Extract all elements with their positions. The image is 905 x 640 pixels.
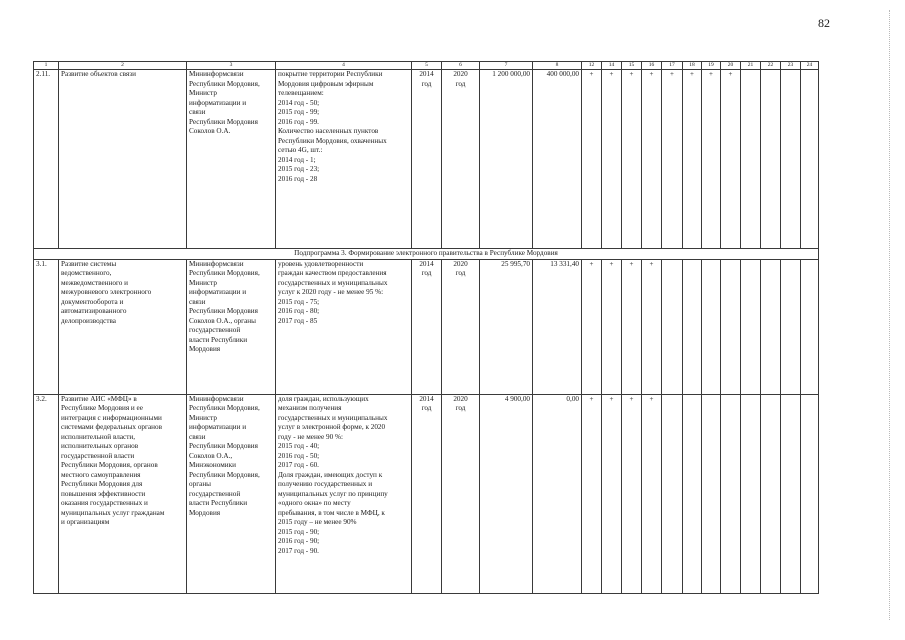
page-number: 82 (818, 16, 830, 30)
header-cell: 24 (801, 62, 819, 70)
start-year: 2014 год (412, 259, 442, 394)
header-cell: 18 (683, 62, 702, 70)
mark-cell (801, 259, 819, 394)
header-cell: 12 (582, 62, 602, 70)
mark-cell: + (702, 70, 721, 249)
mark-cell: + (642, 394, 662, 593)
activity-name: Развитие объектов связи (59, 70, 187, 249)
mark-cell (702, 259, 721, 394)
end-year: 2020 год (442, 70, 480, 249)
subprogram-row (34, 249, 819, 260)
funding-total: 1 200 000,00 (480, 70, 533, 249)
mark-cell (721, 394, 741, 593)
mark-cell: + (662, 70, 683, 249)
program-activities-table (33, 61, 819, 594)
mark-cell (702, 394, 721, 593)
header-cell: 21 (741, 62, 761, 70)
mark-cell: + (582, 259, 602, 394)
mark-cell: + (582, 70, 602, 249)
funding-regional: 400 000,00 (533, 70, 582, 249)
header-cell: 15 (622, 62, 642, 70)
mark-cell (781, 394, 801, 593)
header-cell: 8 (533, 62, 582, 70)
header-cell: 14 (602, 62, 622, 70)
end-year: 2020 год (442, 394, 480, 593)
funding-regional: 13 331,40 (533, 259, 582, 394)
mark-cell (662, 259, 683, 394)
executor: Мининформсвязи Республики Мордовия, Министр информатизации и связи Республики Мордовия Соколов О.А., органы государственной власти Республики Мордовия (187, 259, 276, 394)
table-row (34, 70, 819, 249)
mark-cell (761, 394, 781, 593)
executor: Мининформсвязи Республики Мордовия, Министр информатизации и связи Республики Мордовия Соколов О.А., Минэкономики Республики Мордовия, органы государственной власти Республики Мордовия (187, 394, 276, 593)
mark-cell (662, 394, 683, 593)
start-year: 2014 год (412, 394, 442, 593)
mark-cell (761, 259, 781, 394)
header-cell: 16 (642, 62, 662, 70)
funding-total: 4 900,00 (480, 394, 533, 593)
row-number: 3.1. (34, 259, 59, 394)
target-indicator: доля граждан, использующих механизм получения государственных и муниципальных услуг в электронной форме, к 2020 году - не менее 90 %: 2015 год - 40; 2016 год - 50; 2017 год - 60. Доля граждан, имеющих доступ к получению государственных и муниципальных услуг по принципу «одного окна» по месту пребывания, в том числе в МФЦ, к 2015 году – не менее 90% 2015 год - 90; 2016 год - 90; 2017 год - 90. (276, 394, 412, 593)
row-number: 2.11. (34, 70, 59, 249)
mark-cell (741, 70, 761, 249)
column-number-header (34, 62, 819, 70)
mark-cell: + (721, 70, 741, 249)
header-cell: 7 (480, 62, 533, 70)
mark-cell (801, 394, 819, 593)
mark-cell: + (622, 70, 642, 249)
target-indicator: уровень удовлетворенности граждан качеством предоставления государственных и муниципальных услуг к 2020 году - не менее 95 %: 2015 год - 75; 2016 год - 80; 2017 год - 85 (276, 259, 412, 394)
header-cell: 2 (59, 62, 187, 70)
header-cell: 5 (412, 62, 442, 70)
funding-total: 25 995,70 (480, 259, 533, 394)
mark-cell (683, 394, 702, 593)
mark-cell (761, 70, 781, 249)
subprogram-title: Подпрограмма 3. Формирование электронного правительства в Республике Мордовия (34, 249, 819, 260)
header-cell: 23 (781, 62, 801, 70)
activity-name: Развитие АИС «МФЦ» в Республике Мордовия и ее интеграция с информационными системами федеральных органов исполнительной власти, исполнительных органов государственной власти Республики Мордовия, органов местного самоуправления Республики Мордовия для повышения эффективности оказания государственных и муниципальных услуг гражданам и организациям (59, 394, 187, 593)
mark-cell: + (602, 259, 622, 394)
header-cell: 20 (721, 62, 741, 70)
mark-cell: + (642, 70, 662, 249)
activity-name: Развитие системы ведомственного, межведомственного и межуровневого электронного документооборота и автоматизированного делопроизводства (59, 259, 187, 394)
header-cell: 4 (276, 62, 412, 70)
end-year: 2020 год (442, 259, 480, 394)
mark-cell (741, 259, 761, 394)
start-year: 2014 год (412, 70, 442, 249)
executor: Мининформсвязи Республики Мордовия, Министр информатизации и связи Республики Мордовия Соколов О.А. (187, 70, 276, 249)
mark-cell: + (642, 259, 662, 394)
mark-cell (781, 70, 801, 249)
table-row (34, 259, 819, 394)
header-cell: 1 (34, 62, 59, 70)
mark-cell: + (602, 394, 622, 593)
mark-cell (721, 259, 741, 394)
header-cell: 17 (662, 62, 683, 70)
table-row (34, 394, 819, 593)
mark-cell: + (602, 70, 622, 249)
mark-cell (741, 394, 761, 593)
mark-cell (801, 70, 819, 249)
scan-edge-line (889, 10, 890, 620)
target-indicator: покрытие территории Республики Мордовия цифровым эфирным телевещанием: 2014 год - 50; 2015 год - 99; 2016 год - 99. Количество населенных пунктов Республики Мордовия, охваченных сетью 4G, шт.: 2014 год - 1; 2015 год - 23; 2016 год - 28 (276, 70, 412, 249)
header-cell: 3 (187, 62, 276, 70)
mark-cell: + (622, 394, 642, 593)
mark-cell: + (622, 259, 642, 394)
mark-cell: + (683, 70, 702, 249)
mark-cell (781, 259, 801, 394)
mark-cell (683, 259, 702, 394)
header-cell: 19 (702, 62, 721, 70)
funding-regional: 0,00 (533, 394, 582, 593)
header-cell: 22 (761, 62, 781, 70)
mark-cell: + (582, 394, 602, 593)
header-cell: 6 (442, 62, 480, 70)
row-number: 3.2. (34, 394, 59, 593)
